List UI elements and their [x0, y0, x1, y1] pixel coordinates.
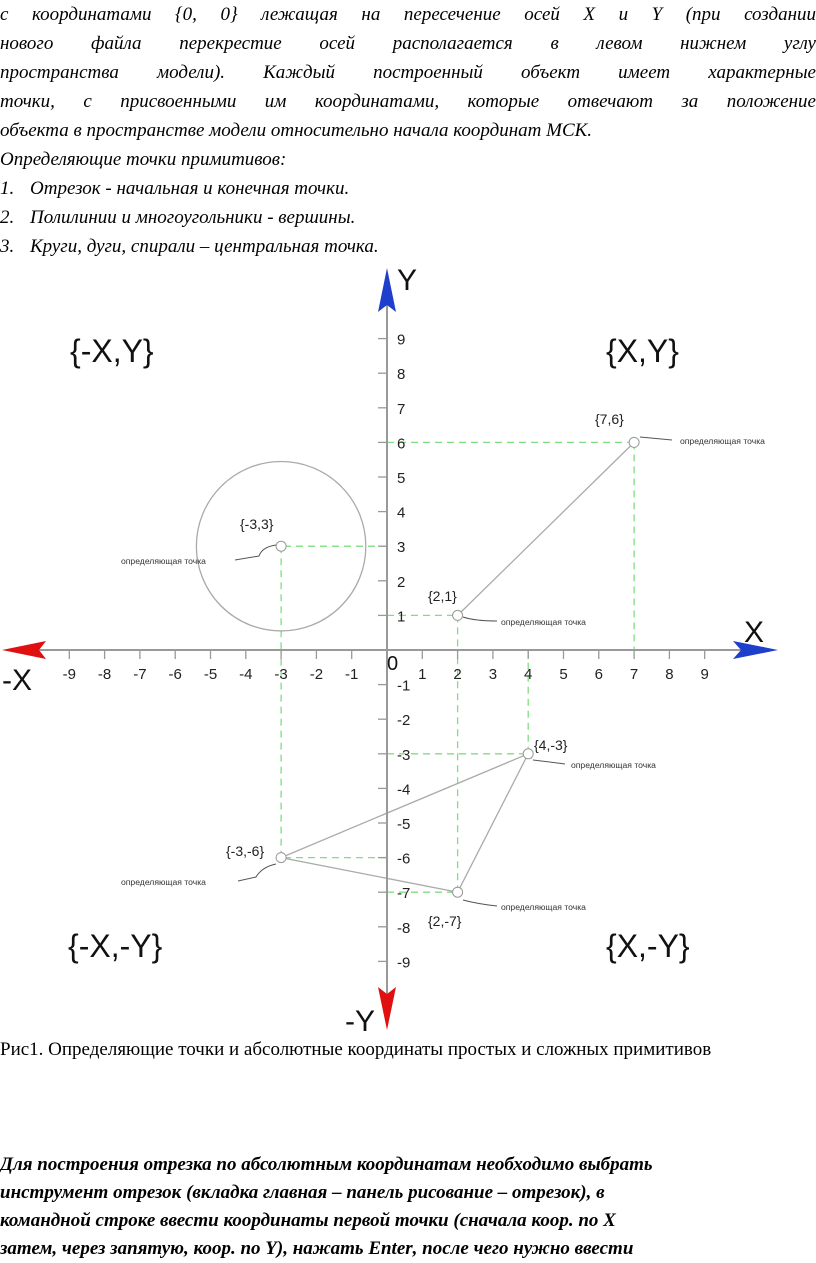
- y-tick-label: 9: [397, 331, 406, 349]
- instruction-text-part: затем, через запятую, коор. по Y), нажать: [0, 1238, 369, 1259]
- y-tick-label: -5: [397, 816, 411, 833]
- defining-point-marker: [629, 437, 639, 447]
- origin-label: 0: [387, 653, 399, 675]
- intro-line: нового файла перекрестие осей располагается в левом нижнем углу: [0, 33, 816, 54]
- x-tick-label: 3: [488, 666, 498, 683]
- callout-leader-line: [235, 545, 276, 560]
- callout-leader-line: [640, 437, 672, 440]
- point-coordinate-label: {7,6}: [595, 411, 624, 427]
- y-tick-label: 3: [397, 539, 406, 557]
- quadrant-label: {X,-Y}: [606, 928, 690, 964]
- y-axis-label: Y: [397, 264, 418, 297]
- neg-x-axis-label: -X: [2, 664, 32, 697]
- point-coordinate-label: {4,-3}: [534, 737, 568, 753]
- list-text: Полилинии и многоугольники - вершины.: [30, 207, 356, 228]
- x-tick-label: 4: [524, 666, 533, 683]
- point-coordinate-label: {2,1}: [428, 588, 457, 604]
- y-tick-label: -7: [397, 885, 411, 903]
- intro-line: точки, с присвоенными им координатами, которые отвечают за положение: [0, 91, 816, 112]
- callout-leader-line: [533, 760, 565, 764]
- y-tick-label: 1: [397, 608, 406, 626]
- x-tick-label: -5: [203, 666, 218, 683]
- y-tick-label: 7: [397, 400, 406, 418]
- callout-leader-line: [463, 900, 497, 906]
- segment-line: [458, 442, 634, 615]
- callout-leader-line: [238, 864, 276, 881]
- list-text: Отрезок - начальная и конечная точки.: [30, 178, 350, 199]
- intro-line: с координатами {0, 0} лежащая на пересечение осей X и Y (при создании: [0, 4, 816, 25]
- point-coordinate-label: {-3,3}: [240, 516, 274, 532]
- x-tick-label: 9: [700, 666, 709, 683]
- x-tick-label: -8: [97, 666, 112, 683]
- instruction-text-part: , после чего нужно ввести: [412, 1238, 634, 1259]
- x-tick-label: 2: [453, 666, 462, 683]
- callout-leader-line: [463, 617, 497, 621]
- x-axis-label: X: [744, 616, 765, 649]
- instruction-text: [0, 1151, 816, 1263]
- callout-label: определяющая точка: [571, 760, 656, 770]
- x-tick-label: -6: [168, 666, 182, 683]
- list-item: [0, 203, 816, 232]
- y-tick-label: 2: [397, 573, 406, 591]
- y-tick-label: -4: [397, 781, 411, 799]
- point-coordinate-label: {-3,-6}: [226, 843, 265, 859]
- list-number: 1.: [0, 178, 15, 199]
- callout-label: определяющая точка: [501, 902, 586, 912]
- quadrant-label: {X,Y}: [606, 333, 679, 369]
- axes: [2, 268, 778, 1030]
- figure-caption: Рис1. Определяющие точки и абсолютные координаты простых и сложных примитивов: [0, 1039, 712, 1060]
- y-tick-label: -9: [397, 954, 411, 972]
- y-tick-label: -6: [397, 850, 411, 868]
- list-number: 2.: [0, 207, 15, 228]
- section-heading: Определяющие точки примитивов:: [0, 149, 287, 170]
- quadrant-label: {-X,Y}: [70, 333, 154, 369]
- list-number: 3.: [0, 236, 15, 257]
- instruction-line: командной строке ввести координаты первой точки (сначала коор. по X: [0, 1210, 616, 1231]
- y-tick-label: 8: [397, 366, 406, 384]
- instruction-line: инструмент отрезок (вкладка главная – панель рисование – отрезок), в: [0, 1182, 605, 1203]
- list-item: [0, 174, 816, 203]
- x-tick-label: -3: [274, 666, 288, 683]
- y-tick-label: 5: [397, 470, 406, 487]
- coordinate-figure: [0, 258, 816, 1033]
- y-tick-label: -3: [397, 746, 411, 764]
- axis-ticks: [63, 332, 709, 972]
- intro-text: [0, 0, 816, 261]
- quadrant-label: {-X,-Y}: [68, 928, 163, 964]
- primitive-list: [0, 174, 816, 261]
- intro-line: пространства модели). Каждый построенный объект имеет характерные: [0, 62, 816, 83]
- y-tick-label: -8: [397, 919, 411, 937]
- y-tick-label: -1: [397, 677, 411, 695]
- neg-y-axis-label: -Y: [345, 1005, 375, 1033]
- x-tick-label: -1: [345, 666, 359, 683]
- defining-point-marker: [276, 541, 286, 551]
- x-tick-label: 5: [559, 666, 568, 683]
- x-tick-label: 8: [665, 666, 674, 683]
- defining-point-marker: [453, 610, 463, 620]
- x-tick-label: 1: [418, 666, 427, 683]
- defining-point-marker: [523, 749, 533, 759]
- x-tick-label: -9: [62, 666, 76, 683]
- y-tick-label: 6: [397, 435, 406, 453]
- defining-point-marker: [276, 853, 286, 863]
- instruction-line: Для построения отрезка по абсолютным координатам необходимо выбрать: [0, 1154, 653, 1175]
- enter-key-label: Enter: [368, 1238, 413, 1259]
- x-tick-label: 6: [594, 666, 603, 683]
- x-tick-label: -2: [309, 666, 324, 683]
- callout-label: определяющая точка: [501, 617, 586, 627]
- y-tick-label: 4: [397, 504, 406, 522]
- intro-line: объекта в пространстве модели относительно начала координат МСК.: [0, 120, 593, 141]
- x-tick-label: -4: [239, 666, 253, 683]
- figure-labels: [2, 264, 765, 1033]
- point-coordinate-label: {2,-7}: [428, 913, 462, 929]
- list-text: Круги, дуги, спирали – центральная точка.: [30, 236, 379, 257]
- x-tick-label: -7: [133, 666, 147, 683]
- defining-point-marker: [453, 887, 463, 897]
- callout-label: определяющая точка: [121, 877, 206, 887]
- callout-label: определяющая точка: [121, 556, 206, 566]
- callout-label: определяющая точка: [680, 436, 765, 446]
- y-tick-label: -2: [397, 712, 411, 730]
- x-tick-label: 7: [629, 666, 639, 683]
- list-item: [0, 232, 816, 261]
